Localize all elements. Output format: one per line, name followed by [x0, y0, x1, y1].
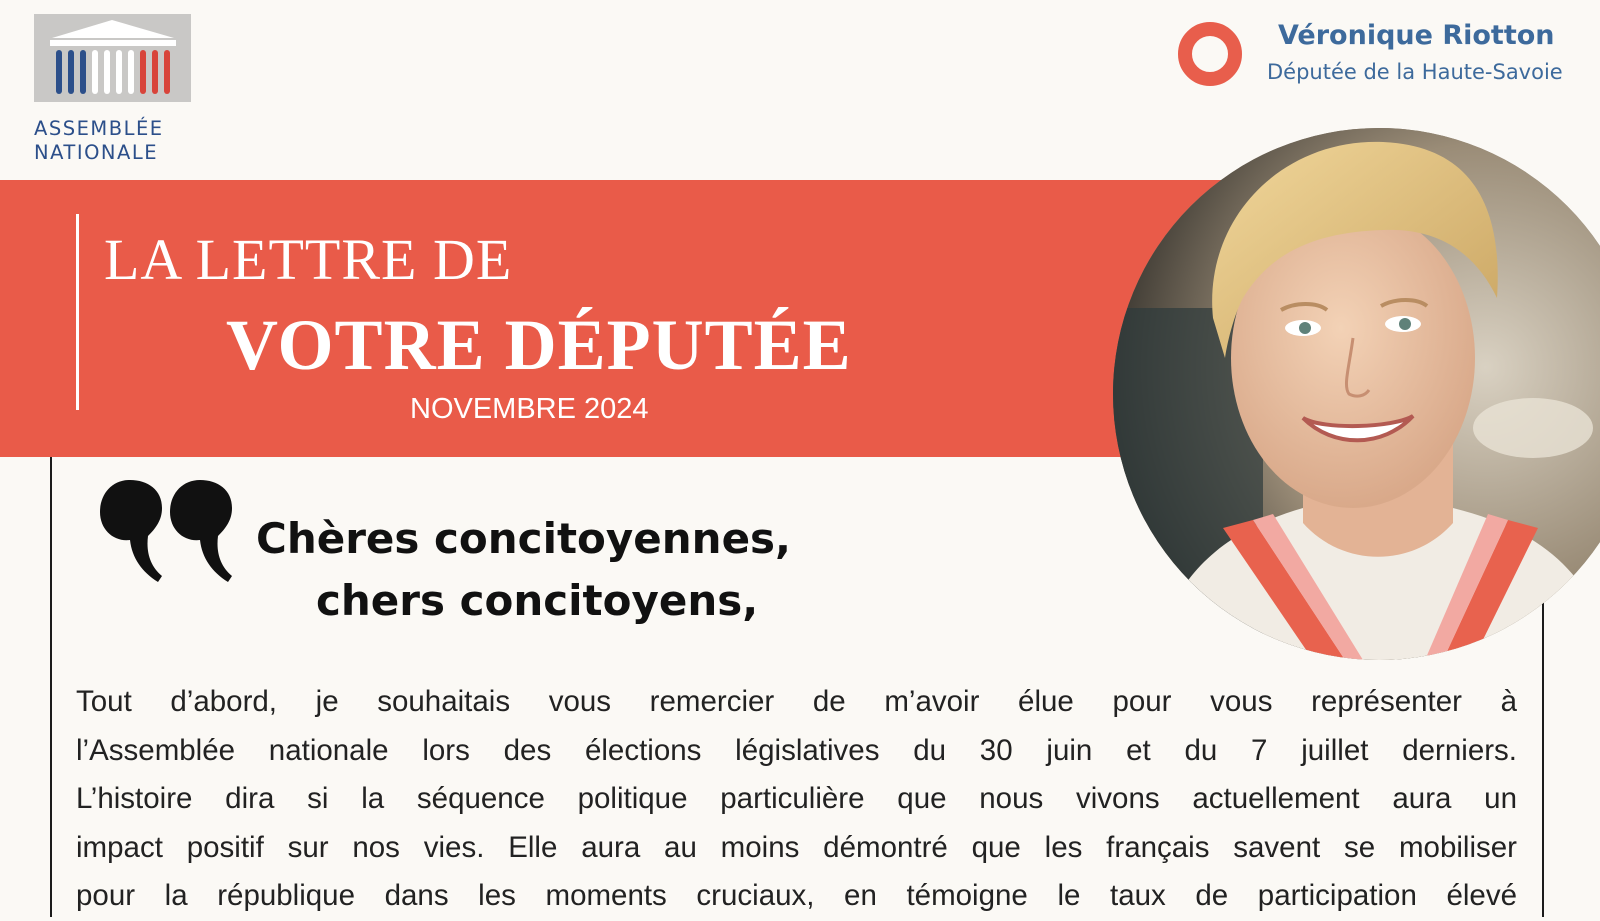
party-ring-icon	[1178, 22, 1242, 86]
letter-body	[76, 678, 1517, 921]
author-title: Députée de la Haute-Savoie	[1267, 60, 1563, 84]
banner-title-line2: VOTRE DÉPUTÉE	[226, 305, 852, 385]
body-line: l’Assemblée nationale lors des élections législatives du 30 juin et du 7 juillet derniers.	[76, 733, 1517, 767]
body-line: Tout d’abord, je souhaitais vous remercier de m’avoir élue pour vous représenter à	[76, 685, 1517, 718]
logo-text-line2: NATIONALE	[34, 141, 159, 164]
banner-divider	[76, 214, 79, 410]
body-line: pour la république dans les moments cruciaux, en témoigne le taux de participation élevé	[76, 879, 1517, 912]
assemblee-nationale-logo	[34, 14, 194, 164]
banner-title-line1: LA LETTRE DE	[104, 227, 513, 292]
body-line: L’histoire dira si la séquence politique particulière que nous vivons actuellement aura un	[76, 782, 1517, 815]
opening-quote-icon	[100, 478, 238, 588]
logo-text-line1: ASSEMBLÉE	[34, 117, 164, 140]
body-line: impact positif sur nos vies. Elle aura au moins démontré que les français savent se mobiliser	[76, 830, 1517, 864]
banner-date: NOVEMBRE 2024	[410, 393, 649, 425]
greeting-line1: Chères concitoyennes,	[256, 514, 792, 563]
logo-building-icon	[34, 14, 191, 102]
greeting-line2: chers concitoyens,	[316, 576, 759, 625]
author-name: Véronique Riotton	[1278, 20, 1555, 51]
